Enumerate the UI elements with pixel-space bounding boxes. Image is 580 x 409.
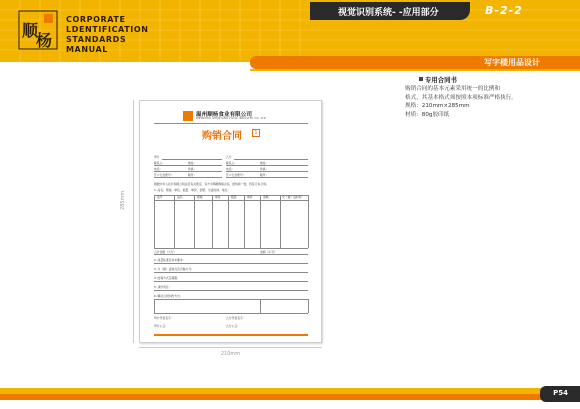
sheet-bottom-rule: [154, 334, 308, 336]
notes-box-left: [154, 299, 155, 313]
goods-table-col-line-2: [194, 195, 195, 248]
col-header-delivery: 交（提）货时间: [282, 195, 302, 199]
clause-3-line: [154, 272, 308, 273]
notes-box-bottom: [154, 313, 308, 314]
sheet-header-rule: [154, 123, 308, 124]
party-b-fax: 传真：: [260, 167, 269, 171]
goods-table-col-line-1: [174, 195, 175, 248]
party-b-rep-sign: 乙方代表签字：: [226, 316, 246, 320]
section-bar: [250, 56, 580, 69]
height-dimension-line: [133, 100, 134, 343]
party-a-label: 甲方: [154, 155, 160, 159]
section-code: B-2-2: [485, 4, 523, 17]
notes-box-top: [154, 299, 308, 300]
section-title: 写字楼用品设计: [484, 58, 540, 67]
clause-4: 4. 结算方式及期限：: [154, 276, 180, 280]
description-block: [405, 76, 575, 119]
goods-table-col-line-6: [260, 195, 261, 248]
party-a-phone: 电话：: [154, 167, 163, 171]
goods-table-bottom: [154, 248, 308, 249]
party-b-row-line-2: [226, 171, 308, 172]
description-line-1: 购销合同的基本元素采用统一的比例和: [405, 86, 501, 93]
party-a-fax: 传真：: [188, 167, 197, 171]
col-header-qty: 数量: [231, 195, 237, 199]
party-a-tax: 税号：: [188, 173, 197, 177]
party-b-tax: 税号：: [260, 173, 269, 177]
page-number: P54: [553, 389, 568, 397]
description-line-3: 规格：210mm×285mm: [405, 103, 470, 110]
col-header-unit: 单位: [215, 195, 221, 199]
corp-line-1: CORPORATE: [66, 15, 126, 24]
page-title: 视觉识别系统- -应用部分: [338, 8, 439, 18]
party-b-phone: 电话：: [226, 167, 235, 171]
sheet-title-badge: 1: [252, 129, 260, 137]
party-b-row-line-1: [226, 165, 308, 166]
col-header-spec: 规格: [197, 195, 203, 199]
party-b-address: 地址：: [260, 161, 269, 165]
width-dimension-label: 210mm: [220, 351, 241, 357]
party-b-row-line-3: [226, 177, 308, 178]
sheet-title: 购销合同: [202, 131, 242, 142]
party-a-bank: 开户行及账号：: [154, 173, 174, 177]
footer-accent-band: [0, 394, 580, 400]
section-stripe: [250, 69, 580, 71]
clause-1: 1. 品名、规格、单位、数量、单价、金额、交货时间、地点：: [154, 188, 231, 192]
contract-intro: 根据中华人民共和国合同法及有关规定，双方为明确购销关系，经协商一致，特签订本合同。: [154, 182, 269, 186]
sheet-logo-icon: [183, 111, 193, 121]
bullet-square-icon: [419, 77, 423, 81]
party-a-seal: 甲方公章：: [154, 324, 168, 328]
description-line-4: 材质：80g胶印纸: [405, 111, 450, 118]
total-words-label: 合计金额（大写）: [154, 250, 177, 254]
goods-table-col-line-8: [308, 195, 309, 248]
party-b-line: [234, 159, 308, 160]
clause-6: 6. 解决合同纠纷方式：: [154, 294, 183, 298]
svg-text:顺: 顺: [22, 21, 39, 40]
goods-table-col-line-4: [228, 195, 229, 248]
description-heading: [419, 76, 575, 84]
corp-line-3: STANDARDS: [66, 35, 127, 44]
notes-box-right: [308, 299, 309, 313]
clause-4-line: [154, 281, 308, 282]
party-a-row-line-3: [154, 177, 222, 178]
party-a-address: 地址：: [188, 161, 197, 165]
goods-table-col-line-7: [280, 195, 281, 248]
goods-table-col-line-0: [154, 195, 155, 248]
goods-table-col-line-5: [244, 195, 245, 248]
notes-box-mid: [260, 299, 261, 313]
height-dimension-label: 285mm: [120, 190, 126, 210]
corp-line-2: LDENTIFICATION: [66, 25, 149, 34]
total-line: [154, 254, 308, 255]
clause-3: 3. 交（提）货地点及运输方式：: [154, 267, 194, 271]
corp-line-4: MANUAL: [66, 45, 108, 54]
clause-2-line: [154, 263, 308, 264]
svg-text:杨: 杨: [36, 31, 53, 50]
corporate-manual-label: [66, 15, 149, 55]
description-line-2: 格式，其基本格式须按照本项标准严格执行。: [405, 94, 517, 101]
description-heading-text: 专用合同书: [425, 76, 457, 84]
party-a-row-line-1: [154, 165, 222, 166]
clause-5: 5. 违约责任：: [154, 285, 172, 289]
total-number-label: 金额（小写）: [260, 250, 277, 254]
col-header-amount: 金额: [263, 195, 269, 199]
brand-logo: [18, 10, 58, 50]
party-a-contact: 联系人：: [154, 161, 166, 165]
clause-2: 2. 质量标准及技术要求：: [154, 258, 186, 262]
clause-5-line: [154, 290, 308, 291]
sheet-company-name-en: WENZHOU SHUNYANG FOOD INDUSTRY CO.,LTD: [196, 117, 266, 120]
col-header-name: 品名: [177, 195, 183, 199]
goods-table-col-line-3: [212, 195, 213, 248]
party-a-line: [162, 159, 222, 160]
party-b-contact: 联系人：: [226, 161, 238, 165]
party-a-rep-sign: 甲方代表签字：: [154, 316, 174, 320]
col-header-code: 货号: [157, 195, 163, 199]
col-header-price: 单价: [247, 195, 253, 199]
sheet-company-name: 温州顺杨食业有限公司: [196, 112, 252, 118]
party-b-label: 乙方: [226, 155, 232, 159]
party-b-bank: 开户行及账号：: [226, 173, 246, 177]
party-b-seal: 乙方公章：: [226, 324, 240, 328]
contract-sheet: [139, 100, 322, 343]
width-dimension-line: [139, 347, 322, 348]
goods-table-header-bottom: [154, 200, 308, 201]
party-a-row-line-2: [154, 171, 222, 172]
